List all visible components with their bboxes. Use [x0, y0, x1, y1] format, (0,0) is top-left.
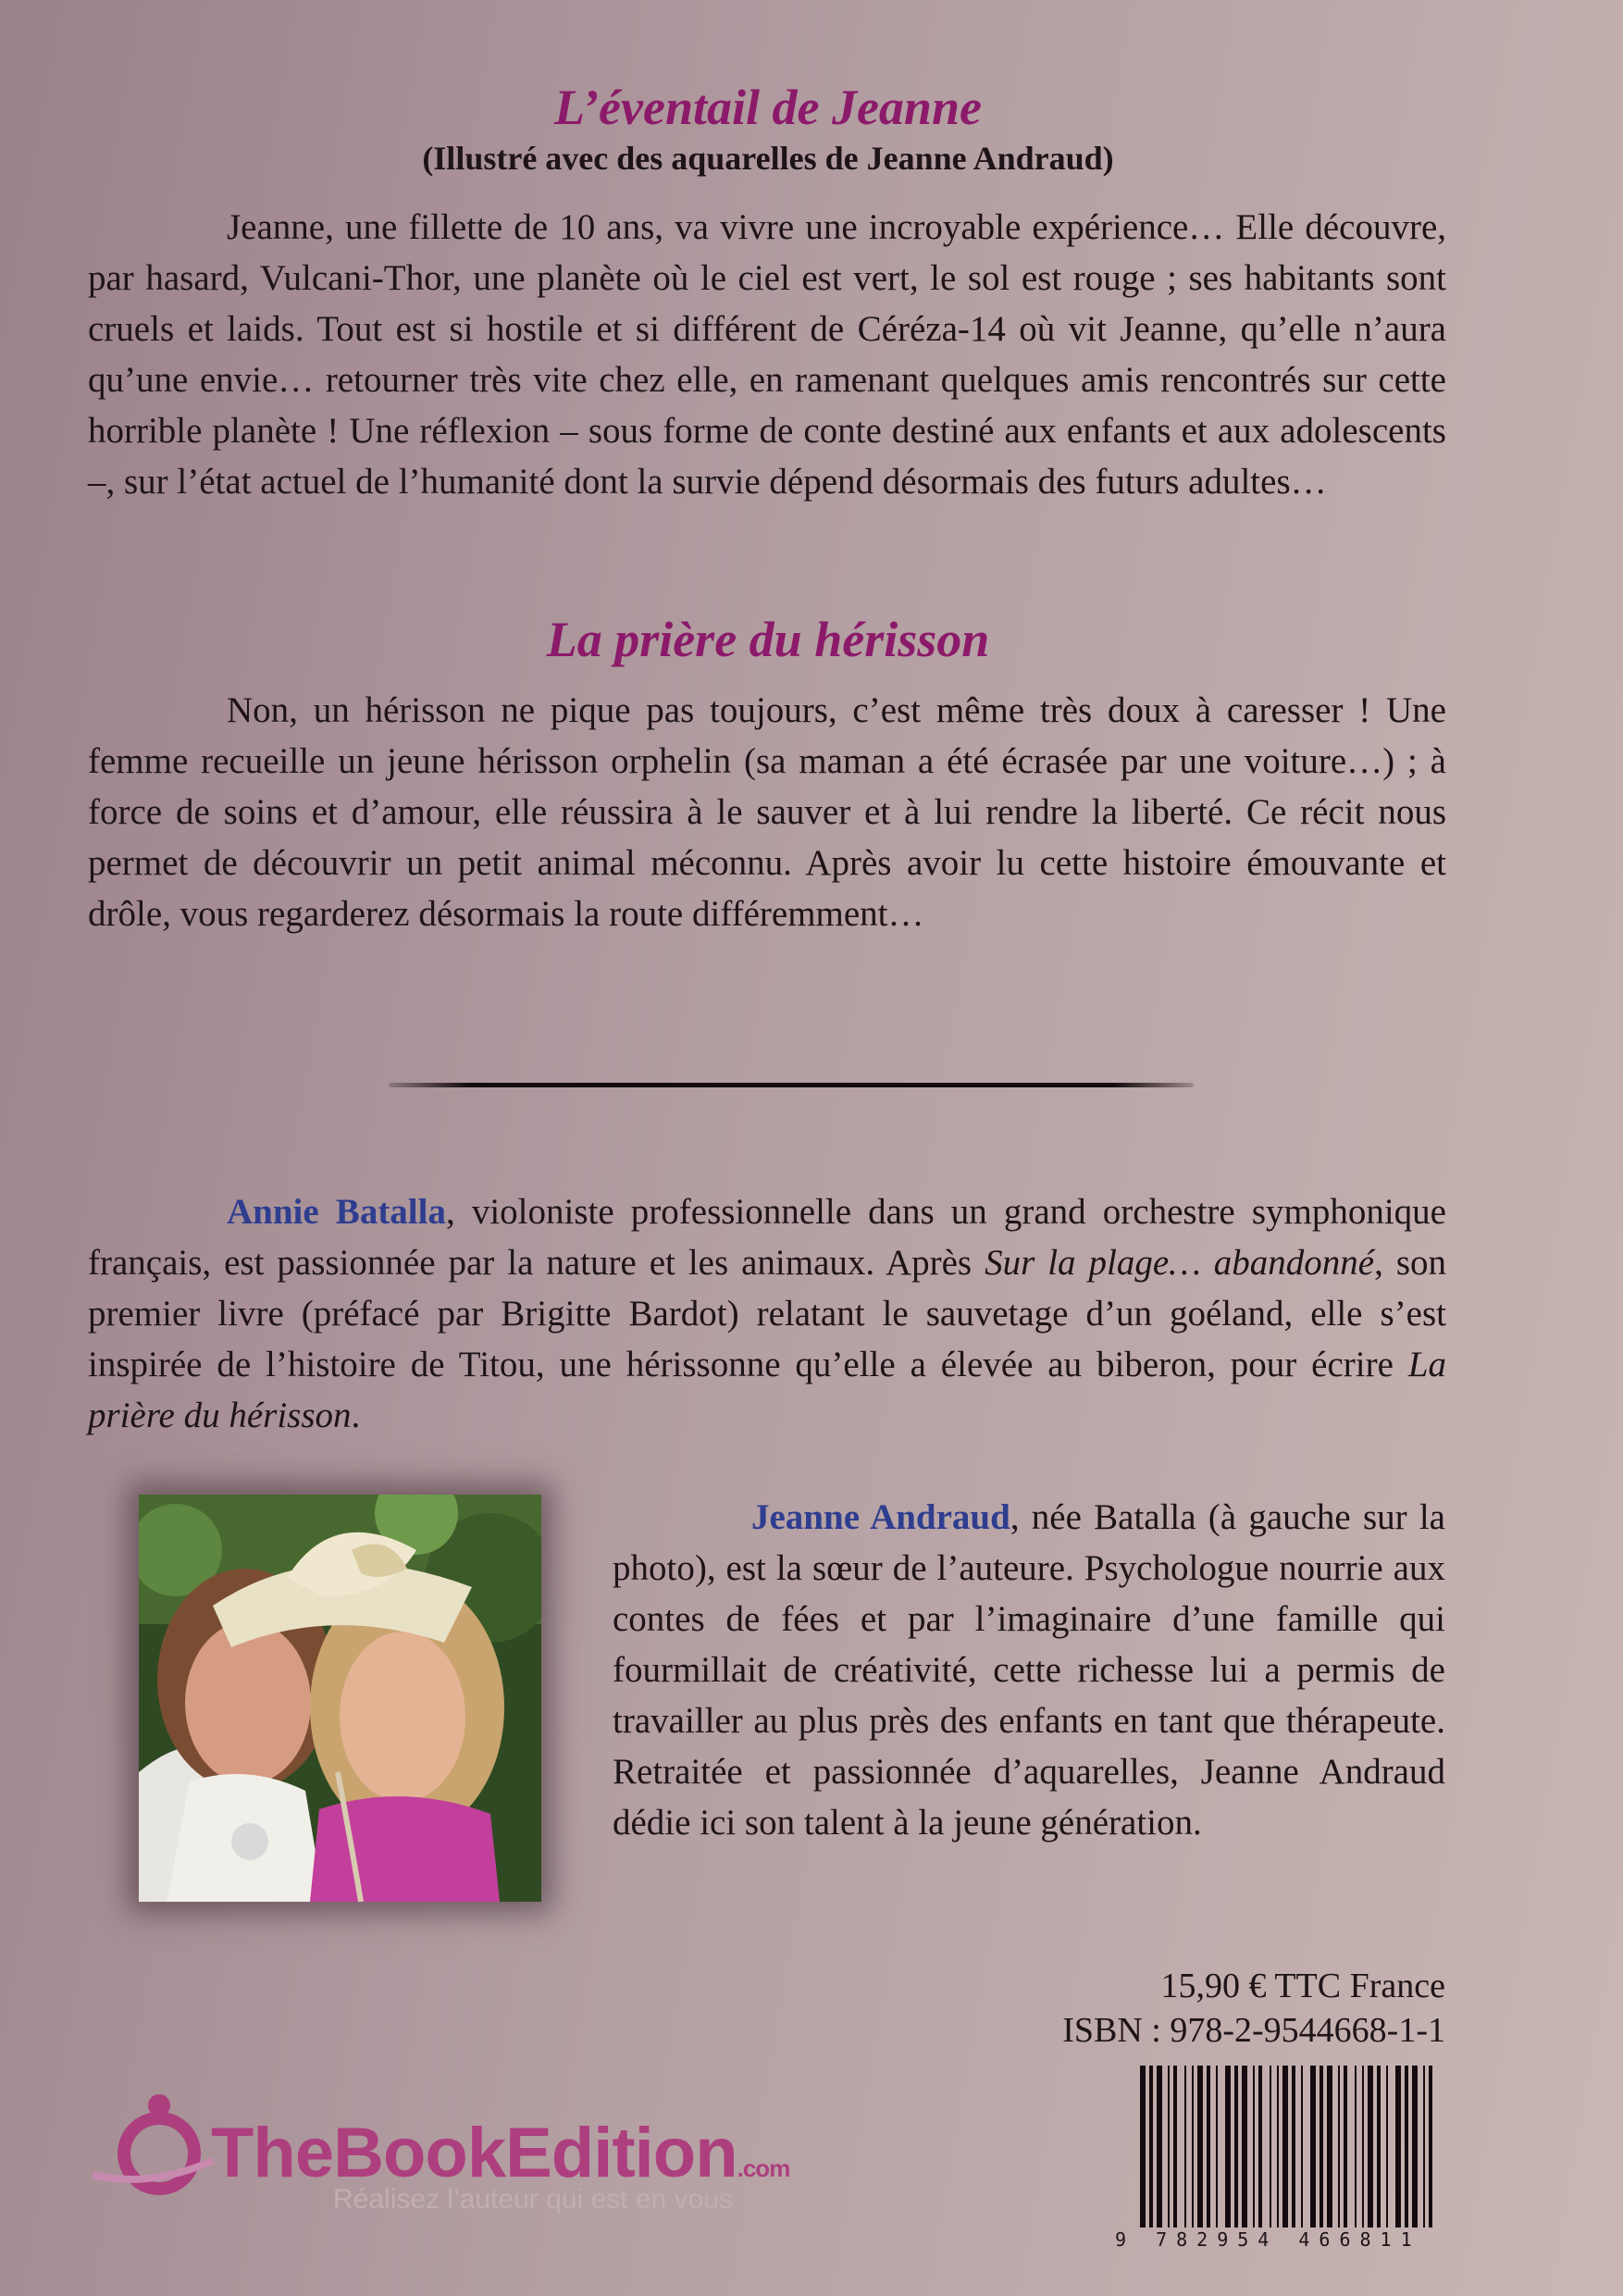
- publisher-name-text: TheBookEdition: [211, 2114, 737, 2192]
- barcode-number: 9 782954 466811: [1115, 2228, 1421, 2251]
- barcode-bar: [1270, 2066, 1271, 2228]
- book2-title: La prière du hérisson: [546, 612, 990, 667]
- barcode-bar: [1140, 2066, 1146, 2228]
- author-photo: [139, 1495, 541, 1902]
- price-block: [1062, 1964, 1445, 2053]
- price-line: 15,90 € TTC France: [1160, 1967, 1445, 2005]
- publisher-suffix: .com: [737, 2154, 790, 2182]
- barcode-bar: [1412, 2066, 1418, 2228]
- barcode-bar: [1149, 2066, 1153, 2228]
- photo-illustration: [139, 1495, 541, 1902]
- book2-description-text: Non, un hérisson ne pique pas toujours, c’est même très doux à caresser ! Une femme recueille un jeune hérisson orphelin (sa maman a été écrasée par une voiture…) ; à force de soins et d’amour, elle réussira à le sauver et à lui rendre la liberté. Ce récit nous permet de découvrir un petit animal méconnu. Après avoir lu cette histoire émouvante et drôle, vous regarderez désormais la route différemment…: [88, 690, 1446, 934]
- isbn-line: ISBN : 978-2-9544668-1-1: [1062, 2011, 1445, 2050]
- author-name: Annie Batalla: [227, 1192, 446, 1232]
- barcode-bar: [1310, 2066, 1316, 2228]
- barcode-bar: [1282, 2066, 1288, 2228]
- section-divider: [389, 1083, 1194, 1087]
- barcode-bar: [1292, 2066, 1295, 2228]
- barcode-bar: [1197, 2066, 1203, 2228]
- barcode-bar: [1344, 2066, 1347, 2228]
- book1-description-text: Jeanne, une fillette de 10 ans, va vivre une incroyable expérience… Elle découvre, par hasard, Vulcani-Thor, une planète où le ciel est vert, le sol est rouge ; ses habitants sont cruels et laids. Tout est si hostile et si différent de Céréza-14 où vit Jeanne, qu’elle n’aura qu’une envie… retourner très vite chez elle, en ramenant quelques amis rencontrés sur cette horrible planète ! Une réflexion – sous forme de conte destiné aux enfants et aux adolescents –, sur l’état actuel de l’humanité dont la survie dépend désormais des futurs adultes…: [88, 207, 1446, 502]
- barcode-bar: [1423, 2066, 1425, 2228]
- barcode-bar: [1242, 2066, 1247, 2228]
- barcode-bar: [1157, 2066, 1162, 2228]
- barcode-bar: [1192, 2066, 1194, 2228]
- barcode-bar: [1253, 2066, 1255, 2228]
- barcode-bar: [1301, 2066, 1303, 2228]
- book2-description: [88, 685, 1446, 939]
- barcode-bar: [1225, 2066, 1231, 2228]
- author-book-title: La prière du hérisson: [88, 1345, 1446, 1435]
- book1-description: [88, 202, 1446, 507]
- barcode-bar: [1362, 2066, 1364, 2228]
- barcode-bar: [1355, 2066, 1357, 2228]
- barcode-bar: [1216, 2066, 1218, 2228]
- barcode: [1136, 2066, 1444, 2232]
- author-bio-part1: , violoniste professionnelle dans un grand orchestre symphonique français, est passionnée par la nature et les animaux. Après: [88, 1192, 1446, 1283]
- barcode-bar: [1395, 2066, 1401, 2228]
- barcode-bar: [1168, 2066, 1170, 2228]
- barcode-bar: [1386, 2066, 1388, 2228]
- barcode-bar: [1258, 2066, 1262, 2228]
- book1-title: L’éventail de Jeanne: [554, 80, 982, 135]
- barcode-bar: [1184, 2066, 1186, 2228]
- author-first-book: Sur la plage… abandonné: [985, 1243, 1375, 1283]
- publisher-tagline: Réalisez l’auteur qui est en vous: [333, 2184, 733, 2215]
- illustrator-name: Jeanne Andraud: [751, 1497, 1010, 1537]
- barcode-bar: [1277, 2066, 1279, 2228]
- barcode-bar: [1207, 2066, 1210, 2228]
- author-bio: [88, 1186, 1446, 1441]
- author-bio-end: .: [351, 1396, 361, 1435]
- barcode-bar: [1377, 2066, 1381, 2228]
- illustrator-bio: [613, 1492, 1445, 1848]
- barcode-bar: [1234, 2066, 1238, 2228]
- barcode-bar: [1429, 2066, 1432, 2228]
- publisher-name: [211, 2113, 789, 2193]
- barcode-bar: [1173, 2066, 1177, 2228]
- barcode-bar: [1338, 2066, 1340, 2228]
- barcode-bar: [1319, 2066, 1323, 2228]
- barcode-bar: [1327, 2066, 1332, 2228]
- book1-subtitle: (Illustré avec des aquarelles de Jeanne Andraud): [422, 140, 1114, 177]
- illustrator-bio-text: , née Batalla (à gauche sur la photo), est la sœur de l’auteure. Psychologue nourrie aux contes de fées et par l’imaginaire d’une famille qui fourmillait de créativité, cette richesse lui a permis de travailler au plus près des enfants en tant que thérapeute. Retraitée et passionnée d’aquarelles, Jeanne Andraud dédie ici son talent à la jeune génération.: [613, 1497, 1445, 1843]
- barcode-bar: [1368, 2066, 1373, 2228]
- author-bio-part2: , son premier livre (préfacé par Brigitte Bardot) relatant le sauvetage d’un goéland, elle s’est inspirée de l’histoire de Titou, une hérissonne qu’elle a élevée au biberon, pour écrire: [88, 1243, 1446, 1384]
- barcode-bar: [1405, 2066, 1408, 2228]
